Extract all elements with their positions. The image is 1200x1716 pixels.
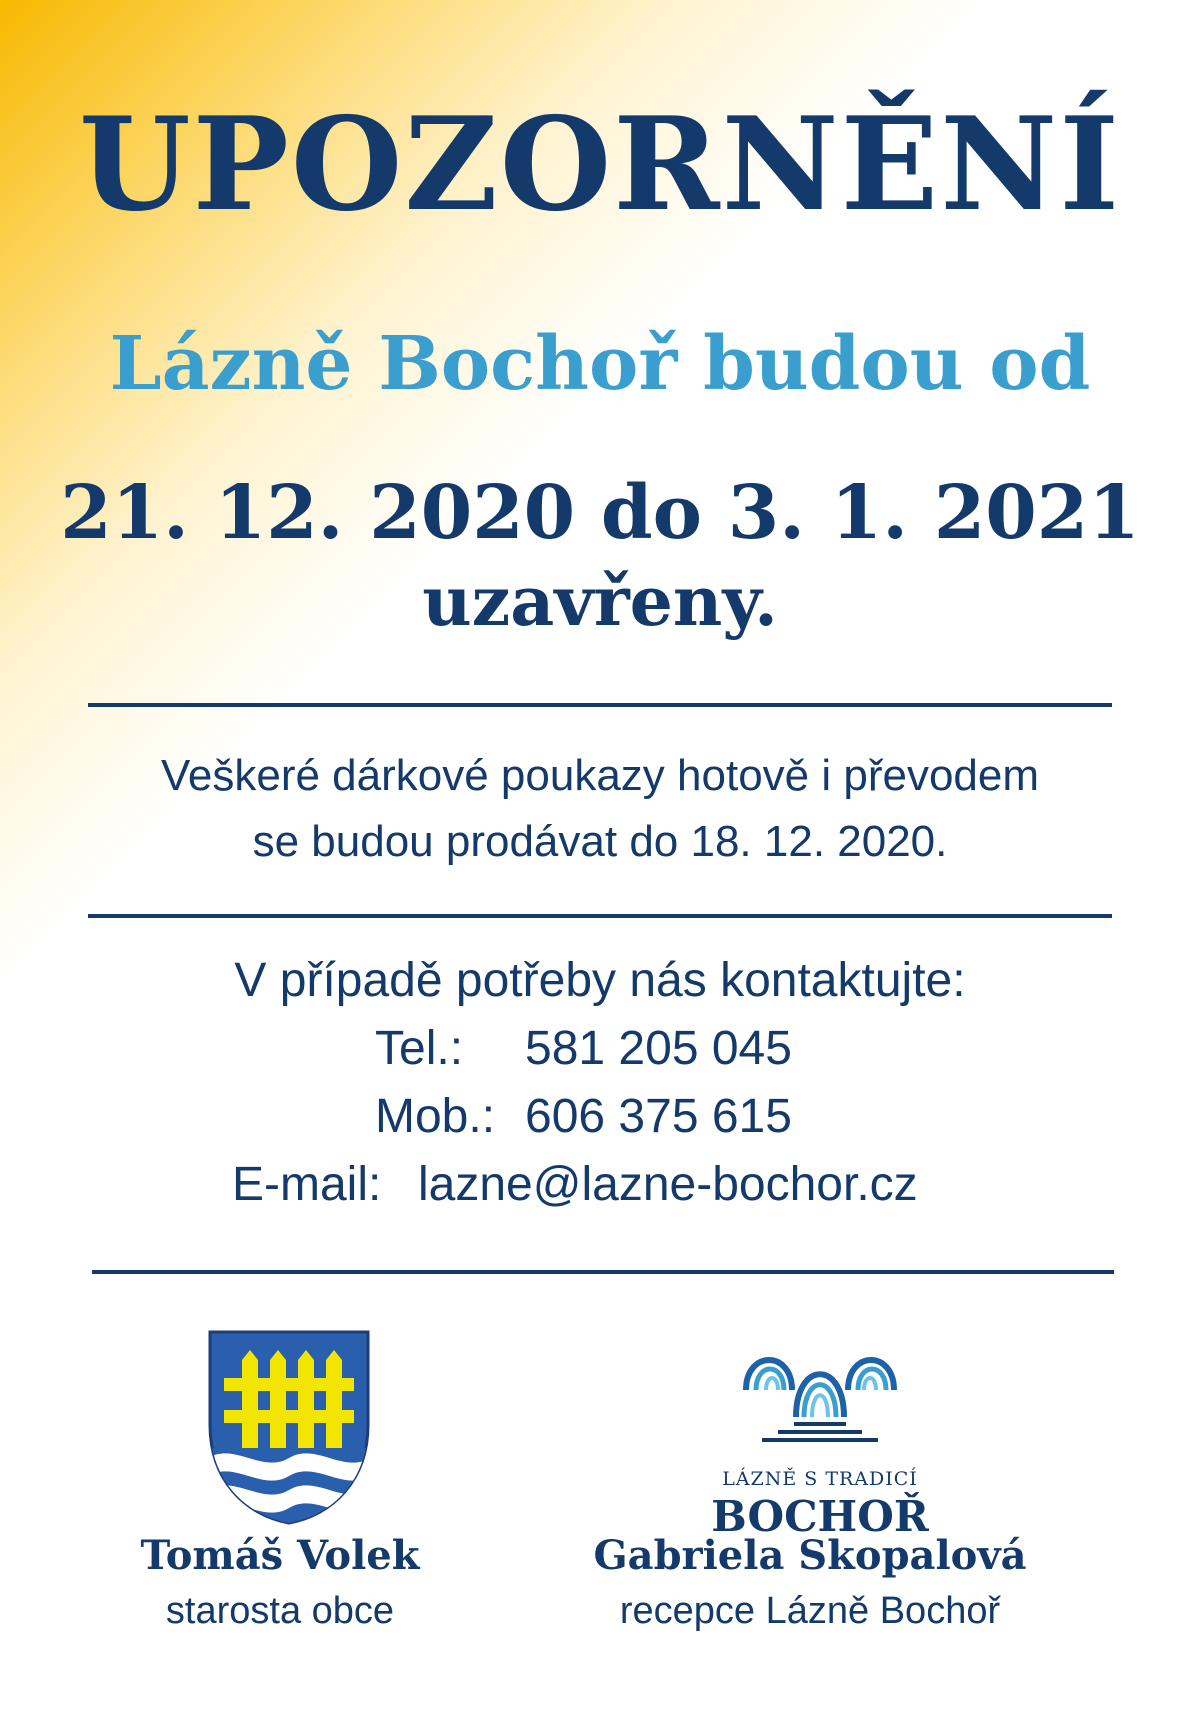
- spa-logo: [711, 1322, 929, 1541]
- signature-right-name: Gabriela Skopalová: [593, 1532, 1027, 1579]
- mob-value[interactable]: 606 375 615: [525, 1090, 792, 1143]
- logo-brand: BOCHOŘ: [711, 1492, 929, 1541]
- divider: [88, 703, 1112, 707]
- voucher-line-2: se budou prodávat do 18. 12. 2020.: [252, 817, 948, 866]
- tel-value[interactable]: 581 205 045: [525, 1022, 792, 1075]
- divider: [92, 1270, 1114, 1274]
- signature-left-name: Tomáš Volek: [140, 1532, 420, 1579]
- logo-tagline: LÁZNĚ S TRADICÍ: [722, 1468, 918, 1490]
- mob-label: Mob.:: [375, 1090, 496, 1143]
- notice-subtitle: Lázně Bochoř budou od: [109, 321, 1091, 407]
- closure-dates: 21. 12. 2020 do 3. 1. 2021: [60, 470, 1140, 556]
- closure-status: uzavřeny.: [422, 562, 778, 642]
- divider: [88, 914, 1112, 918]
- email-label: E-mail:: [232, 1158, 382, 1211]
- coat-of-arms-icon: [208, 1330, 370, 1525]
- tel-label: Tel.:: [375, 1022, 464, 1075]
- voucher-line-1: Veškeré dárkové poukazy hotově i převodem: [160, 751, 1040, 800]
- signature-left-role: starosta obce: [165, 1590, 395, 1632]
- signature-right-role: recepce Lázně Bochoř: [619, 1590, 1001, 1632]
- email-value[interactable]: lazne@lazne-bochor.cz: [418, 1158, 918, 1211]
- fountain-icon: [720, 1322, 920, 1462]
- notice-title: UPOZORNĚNÍ: [78, 90, 1122, 240]
- contact-intro: V případě potřeby nás kontaktujte:: [234, 954, 966, 1007]
